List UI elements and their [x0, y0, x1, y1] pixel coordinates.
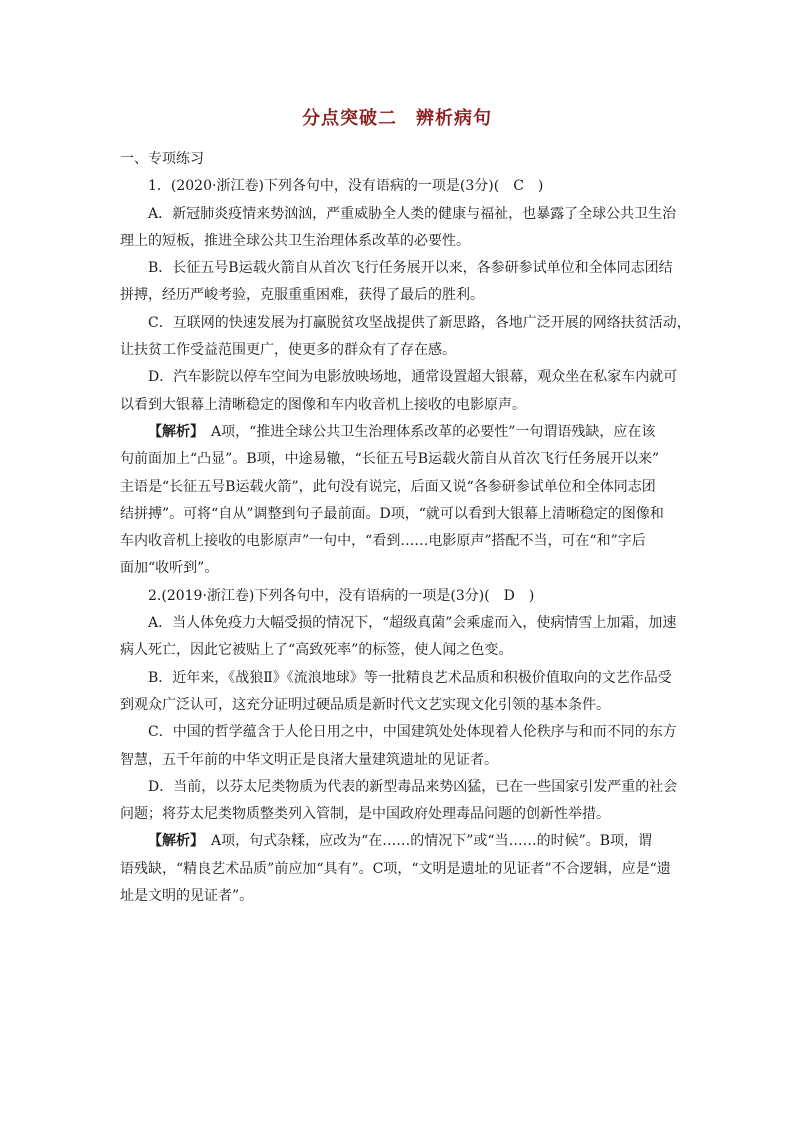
option-line: 以看到大银幕上清晰稳定的图像和车内收音机上接收的电影原声。 — [120, 396, 526, 413]
option-b — [120, 665, 676, 720]
option-line: B．近年来，《战狼Ⅱ》《流浪地球》等一批精良艺术品质和积极价值取向的文艺作品受 — [148, 669, 672, 686]
option-line: 理上的短板，推进全球公共卫生治理体系改革的必要性。 — [120, 232, 470, 249]
analysis-line: 面加“收听到”。 — [120, 560, 219, 577]
section-heading: 一、专项练习 — [120, 151, 204, 167]
analysis-line: 语残缺，“精良艺术品质”前应加“具有”。C项，“文明是遗址的见证者”不合逻辑，应是“遗 — [120, 860, 671, 877]
option-b — [120, 255, 676, 310]
analysis-label: 【解析】 — [148, 423, 197, 440]
document-body — [120, 146, 691, 910]
option-line: 拼搏，经历严峻考验，克服重重困难，获得了最后的胜利。 — [120, 287, 484, 304]
analysis-line — [120, 828, 676, 855]
question-2 — [120, 583, 676, 911]
option-a — [120, 201, 676, 256]
option-a — [120, 610, 676, 665]
option-line: B．长征五号B运载火箭自从首次飞行任务展开以来，各参研参试单位和全体同志团结 — [148, 260, 673, 277]
analysis-block — [120, 828, 676, 910]
option-line: 问题；将芬太尼类物质整类列入管制，是中国政府处理毒品问题的创新性举措。 — [120, 806, 610, 823]
option-d — [120, 364, 676, 419]
analysis-line — [120, 419, 676, 446]
option-line: D．当前，以芬太尼类物质为代表的新型毒品来势凶猛，已在一些国家引发严重的社会 — [148, 778, 678, 795]
option-line: 让扶贫工作受益范围更广，使更多的群众有了存在感。 — [120, 342, 456, 359]
option-line: C．互联网的快速发展为打赢脱贫攻坚战提供了新思路，各地广泛开展的网络扶贫活动， — [148, 314, 691, 331]
analysis-line: 址是文明的见证者”。 — [120, 888, 254, 905]
option-c — [120, 310, 691, 365]
analysis-label: 【解析】 — [148, 833, 197, 850]
option-line: A．当人体免疫力大幅受损的情况下，“超级真菌”会乘虚而入，使病情雪上加霜，加速 — [148, 615, 677, 632]
option-c — [120, 719, 676, 774]
analysis-line: 车内收音机上接收的电影原声”一句中，“看到……电影原声”搭配不当，可在“和”字后 — [120, 533, 646, 550]
question-stem: 1．(2020·浙江卷)下列各句中，没有语病的一项是(3分)( C ) — [148, 178, 544, 195]
option-line: 智慧，五千年前的中华文明正是良渚大量建筑遗址的见证者。 — [120, 751, 498, 768]
analysis-line: 主语是“长征五号B运载火箭”，此句没有说完，后面又说“各参研参试单位和全体同志团 — [120, 478, 656, 495]
analysis-line: 句前面加上“凸显”。B项，中途易辙，“长征五号B运载火箭自从首次飞行任务展开以来” — [120, 451, 660, 468]
question-1 — [120, 173, 691, 582]
analysis-text: A项，句式杂糅，应改为“在……的情况下”或“当……的时候”。B项，谓 — [197, 833, 653, 850]
question-stem: 2.(2019·浙江卷)下列各句中，没有语病的一项是(3分)( D ) — [148, 587, 535, 604]
option-line: 病人死亡，因此它被贴上了“高致死率”的标签，使人闻之色变。 — [120, 642, 513, 659]
page-title: 分点突破二 辨析病句 — [302, 108, 492, 129]
option-line: C．中国的哲学蕴含于人伦日用之中，中国建筑处处体现着人伦秩序与和而不同的东方 — [148, 724, 677, 741]
analysis-block — [120, 419, 676, 583]
option-line: A．新冠肺炎疫情来势汹汹，严重威胁全人类的健康与福祉，也暴露了全球公共卫生治 — [148, 205, 677, 222]
option-d — [120, 774, 676, 829]
option-line: 到观众广泛认可，这充分证明过硬品质是新时代文艺实现文化引领的基本条件。 — [120, 696, 610, 713]
option-line: D．汽车影院以停车空间为电影放映场地，通常设置超大银幕，观众坐在私家车内就可 — [148, 369, 678, 386]
analysis-line: 结拼搏”。可将“自从”调整到句子最前面。D项，“就可以看到大银幕上清晰稳定的图像和 — [120, 505, 664, 522]
analysis-text: A项，“推进全球公共卫生治理体系改革的必要性”一句谓语残缺，应在该 — [197, 423, 656, 440]
